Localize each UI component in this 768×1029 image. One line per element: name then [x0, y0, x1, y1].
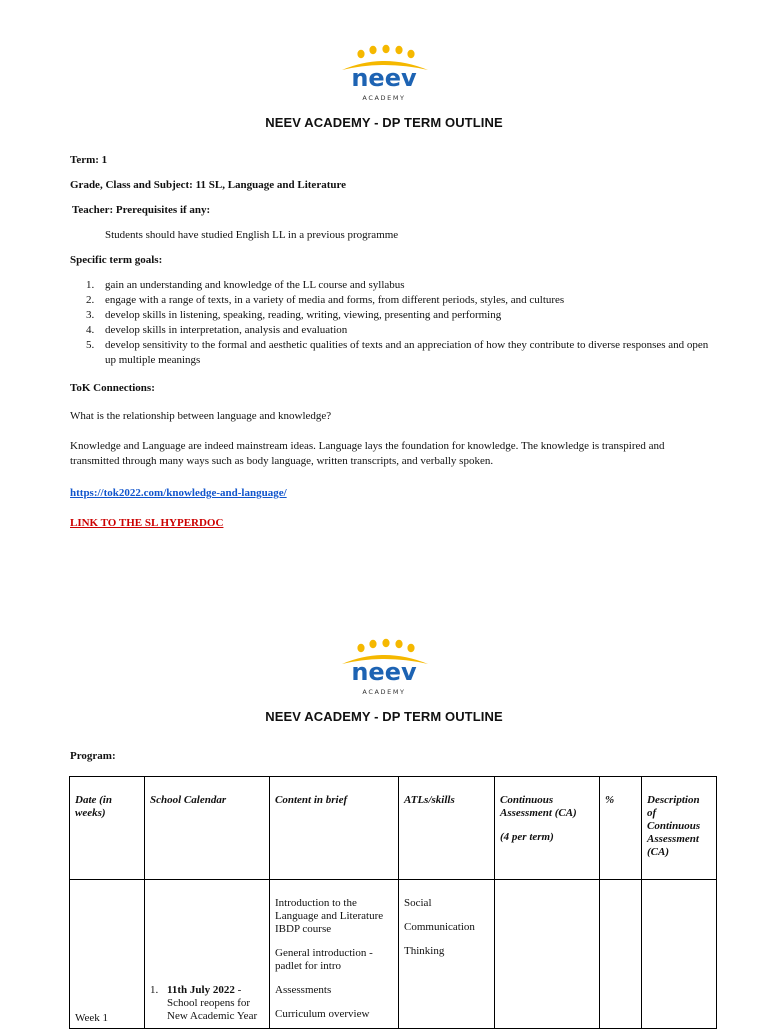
goal-item [70, 308, 710, 323]
neev-academy-logo [336, 638, 432, 698]
logo-dots [357, 45, 414, 58]
goal-item [70, 293, 710, 308]
term-goals-list [70, 278, 710, 368]
header-percent: % [600, 777, 642, 880]
hyperdoc-link-line [70, 516, 223, 531]
neev-logo-graphic [336, 44, 432, 104]
goal-number: 4. [86, 324, 95, 336]
percent-cell [600, 880, 642, 1029]
goals-heading: Specific term goals: [70, 254, 163, 266]
calendar-item [150, 984, 264, 1023]
atl-item: Communication [404, 921, 475, 933]
calendar-list [150, 984, 264, 1023]
content-cell [270, 880, 399, 1029]
grade-class-subject-line: Grade, Class and Subject: 11 SL, Language and Literature [70, 179, 347, 191]
header-ca-title: Continuous Assessment (CA) [500, 794, 577, 819]
tok-heading: ToK Connections: [70, 382, 155, 394]
header-description: Description of Continuous Assessment (CA) [642, 777, 717, 880]
calendar-text: - School reopens for New Academic Year [167, 984, 258, 1022]
tok-paragraph: Knowledge and Language are indeed mainstream ideas. Language lays the foundation for knowledge. The knowledge is transpired and transmitted through many ways such as body language, written transcripts, and verbally spoken. [70, 440, 665, 467]
table-header-row [70, 777, 717, 880]
goal-number: 2. [86, 294, 95, 306]
hyperdoc-link[interactable]: LINK TO THE SL HYPERDOC [70, 517, 224, 529]
atl-item: Thinking [404, 945, 445, 957]
program-table [69, 776, 717, 1029]
header-date: Date (in weeks) [70, 777, 145, 880]
week-label: Week 1 [75, 1012, 109, 1024]
tok-link[interactable]: https://tok2022.com/knowledge-and-language/ [70, 487, 287, 499]
logo-word: neev [351, 64, 417, 92]
description-cell [642, 880, 717, 1029]
logo-dots [357, 639, 414, 652]
header-ca-note: (4 per term) [500, 831, 554, 843]
calendar-item-number: 1. [150, 984, 159, 996]
goal-number: 1. [86, 279, 95, 291]
atl-item: Social [404, 897, 432, 909]
table-row [70, 880, 717, 1029]
goal-text: develop skills in listening, speaking, reading, writing, viewing, presenting and performing [105, 309, 502, 321]
goal-number: 3. [86, 309, 95, 321]
neev-logo-graphic [336, 638, 432, 698]
tok-question: What is the relationship between language and knowledge? [70, 410, 332, 422]
content-item: General introduction - padlet for intro [275, 947, 373, 972]
teacher-prerequisites-line: Teacher: Prerequisites if any: [72, 204, 211, 216]
content-item: Introduction to the Language and Literature IBDP course [275, 897, 384, 935]
document-page-2 [0, 600, 768, 1024]
header-continuous-assessment [495, 777, 600, 880]
ca-cell [495, 880, 600, 1029]
goal-text: gain an understanding and knowledge of the LL course and syllabus [105, 279, 405, 291]
logo-subtitle: ACADEMY [362, 688, 406, 696]
atls-cell [399, 880, 495, 1029]
document-title: NEEV ACADEMY - DP TERM OUTLINE [265, 115, 503, 130]
goal-number: 5. [86, 339, 95, 351]
term-line: Term: 1 [70, 154, 108, 166]
content-item: Assessments [275, 984, 332, 996]
goal-item [70, 323, 710, 338]
header-atls: ATLs/skills [399, 777, 495, 880]
header-content: Content in brief [270, 777, 399, 880]
week-cell [70, 880, 145, 1029]
program-label: Program: [70, 750, 116, 762]
neev-academy-logo [336, 44, 432, 104]
goal-text: develop skills in interpretation, analysis and evaluation [105, 324, 348, 336]
goal-text: develop sensitivity to the formal and aesthetic qualities of texts and an appreciation of how they contribute to diverse responses and open up multiple meanings [105, 339, 709, 366]
calendar-cell [145, 880, 270, 1029]
content-item: Curriculum overview [275, 1008, 370, 1020]
tok-link-line [70, 486, 287, 501]
logo-word: neev [351, 658, 417, 686]
goal-text: engage with a range of texts, in a variety of media and forms, from different periods, styles, and cultures [105, 294, 565, 306]
prerequisite-text: Students should have studied English LL in a previous programme [105, 229, 399, 241]
document-title: NEEV ACADEMY - DP TERM OUTLINE [265, 709, 503, 724]
goal-item [70, 278, 710, 293]
logo-subtitle: ACADEMY [362, 94, 406, 102]
calendar-date: 11th July 2022 [167, 984, 235, 996]
goal-item [70, 338, 710, 368]
header-school-calendar: School Calendar [145, 777, 270, 880]
